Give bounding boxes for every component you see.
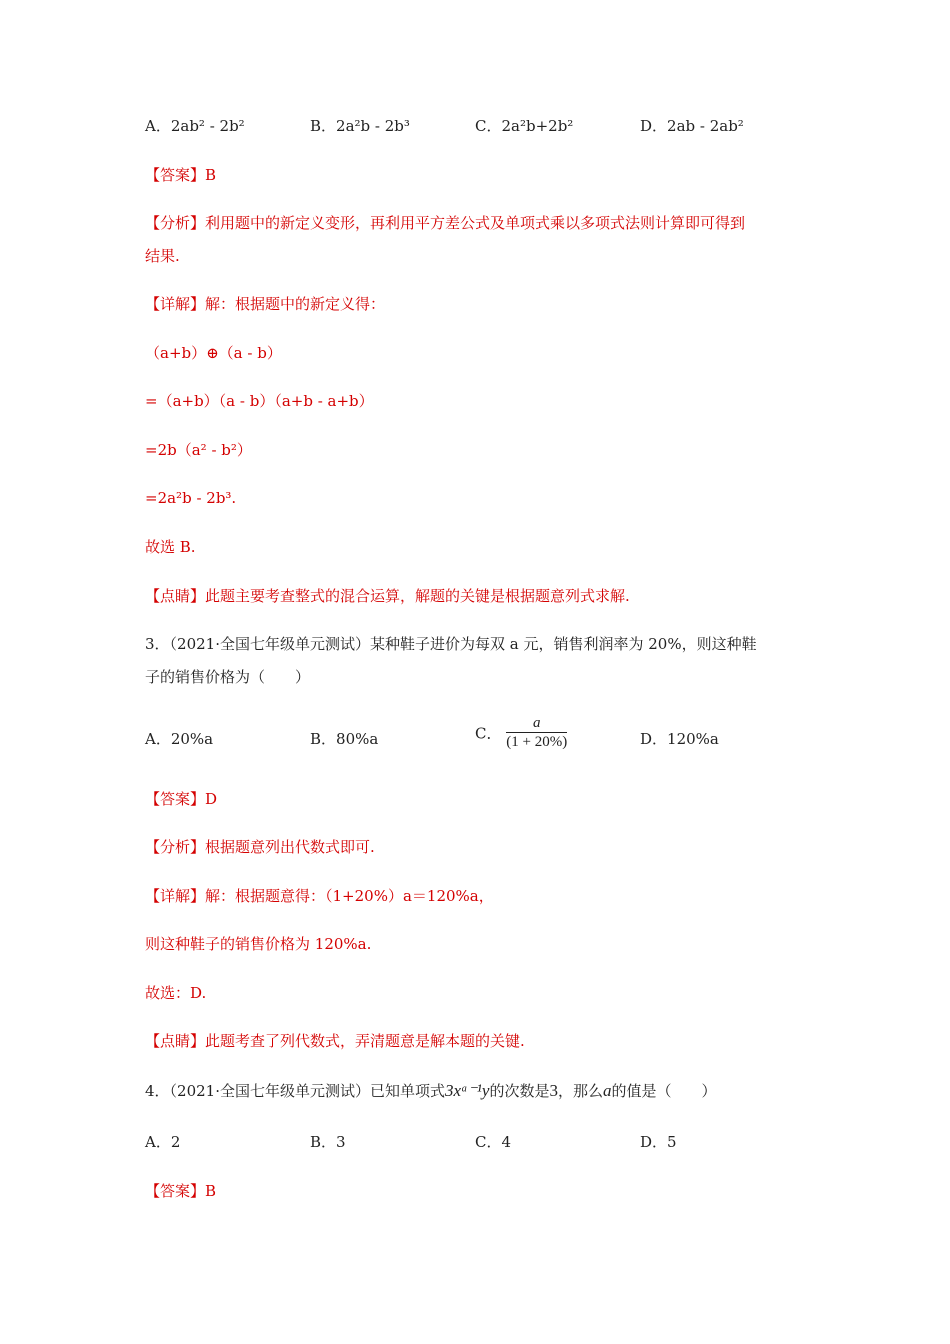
fraction-numerator: a bbox=[506, 714, 567, 733]
answer-tag: 【答案】 bbox=[145, 1182, 206, 1200]
q3-option-c bbox=[475, 716, 567, 753]
answer-value: B bbox=[205, 166, 217, 184]
q2-analysis-line-2: 结果. bbox=[145, 247, 180, 265]
q4-option-a: A．2 bbox=[145, 1133, 181, 1151]
q2-option-c: C．2a²b+2b² bbox=[475, 117, 574, 135]
comment-tag: 【点睛】 bbox=[145, 1032, 206, 1050]
q2-step-3: =2b（a² - b²） bbox=[145, 441, 252, 459]
analysis-tag: 【分析】 bbox=[145, 838, 206, 856]
q3-option-d: D．120%a bbox=[640, 730, 719, 748]
q2-step-4: =2a²b - 2b³. bbox=[145, 489, 237, 507]
fraction-denominator: (1 + 20%) bbox=[506, 734, 568, 750]
q2-step-2: =（a+b）（a - b）（a+b - a+b） bbox=[145, 392, 374, 410]
degree-number: 3 bbox=[549, 1081, 558, 1100]
q4-option-d: D．5 bbox=[640, 1133, 677, 1151]
q2-choose: 故选 B. bbox=[145, 538, 196, 556]
detail-tag: 【详解】 bbox=[145, 295, 206, 313]
q2-step-1: （a+b）⊕（a - b） bbox=[145, 344, 282, 362]
q4-stem-part-b: 的次数是 bbox=[489, 1082, 550, 1100]
q4-stem-part-d: 的值是（ ） bbox=[611, 1082, 717, 1100]
q3-option-b: B．80%a bbox=[310, 730, 379, 748]
variable-a: a bbox=[602, 1081, 612, 1100]
detail-text: 解：根据题中的新定义得： bbox=[205, 295, 386, 313]
answer-tag: 【答案】 bbox=[145, 790, 206, 808]
q3-stem-line-2: 子的销售价格为（ ） bbox=[145, 668, 311, 686]
comment-text: 此题主要考查整式的混合运算，解题的关键是根据题意列式求解. bbox=[205, 587, 630, 605]
fraction bbox=[506, 714, 567, 751]
q2-comment bbox=[145, 585, 630, 607]
q3-detail bbox=[145, 885, 494, 907]
q3-detail-line-2: 则这种鞋子的销售价格为 120%a. bbox=[145, 935, 372, 953]
answer-value: D bbox=[205, 790, 218, 808]
monomial-expression: 3xᵃ⁻¹y bbox=[445, 1081, 490, 1100]
comment-text: 此题考查了列代数式，弄清题意是解本题的关键. bbox=[205, 1032, 525, 1050]
q2-option-b: B．2a²b - 2b³ bbox=[310, 117, 410, 135]
q4-stem bbox=[145, 1080, 716, 1102]
q3-stem-line-1: 3．（2021·全国七年级单元测试）某种鞋子进价为每双 a 元，销售利润率为 20%，则这种鞋 bbox=[145, 635, 757, 653]
q4-option-b: B．3 bbox=[310, 1133, 346, 1151]
q4-stem-part-a: 4．（2021·全国七年级单元测试）已知单项式 bbox=[145, 1082, 445, 1100]
analysis-tag: 【分析】 bbox=[145, 214, 206, 232]
q3-comment bbox=[145, 1030, 525, 1052]
option-c-prefix: C． bbox=[475, 724, 502, 743]
q4-stem-part-c: ，那么 bbox=[557, 1082, 603, 1100]
q2-answer bbox=[145, 164, 216, 186]
answer-value: B bbox=[205, 1182, 217, 1200]
q2-detail bbox=[145, 293, 385, 315]
analysis-text: 利用题中的新定义变形，再利用平方差公式及单项式乘以多项式法则计算即可得到 bbox=[205, 214, 746, 232]
q2-option-d: D．2ab - 2ab² bbox=[640, 117, 744, 135]
q3-option-a: A．20%a bbox=[145, 730, 214, 748]
q3-analysis bbox=[145, 836, 375, 858]
comment-tag: 【点睛】 bbox=[145, 587, 206, 605]
q4-answer bbox=[145, 1180, 216, 1202]
analysis-text: 根据题意列出代数式即可. bbox=[205, 838, 375, 856]
q3-answer bbox=[145, 788, 217, 810]
q4-option-c: C．4 bbox=[475, 1133, 512, 1151]
detail-tag: 【详解】 bbox=[145, 887, 206, 905]
answer-tag: 【答案】 bbox=[145, 166, 206, 184]
detail-text: 解：根据题意得：（1+20%）a＝120%a， bbox=[205, 887, 494, 905]
q3-choose: 故选：D. bbox=[145, 984, 207, 1002]
q2-option-a: A．2ab² - 2b² bbox=[145, 117, 245, 135]
q2-analysis-line-1 bbox=[145, 212, 745, 234]
